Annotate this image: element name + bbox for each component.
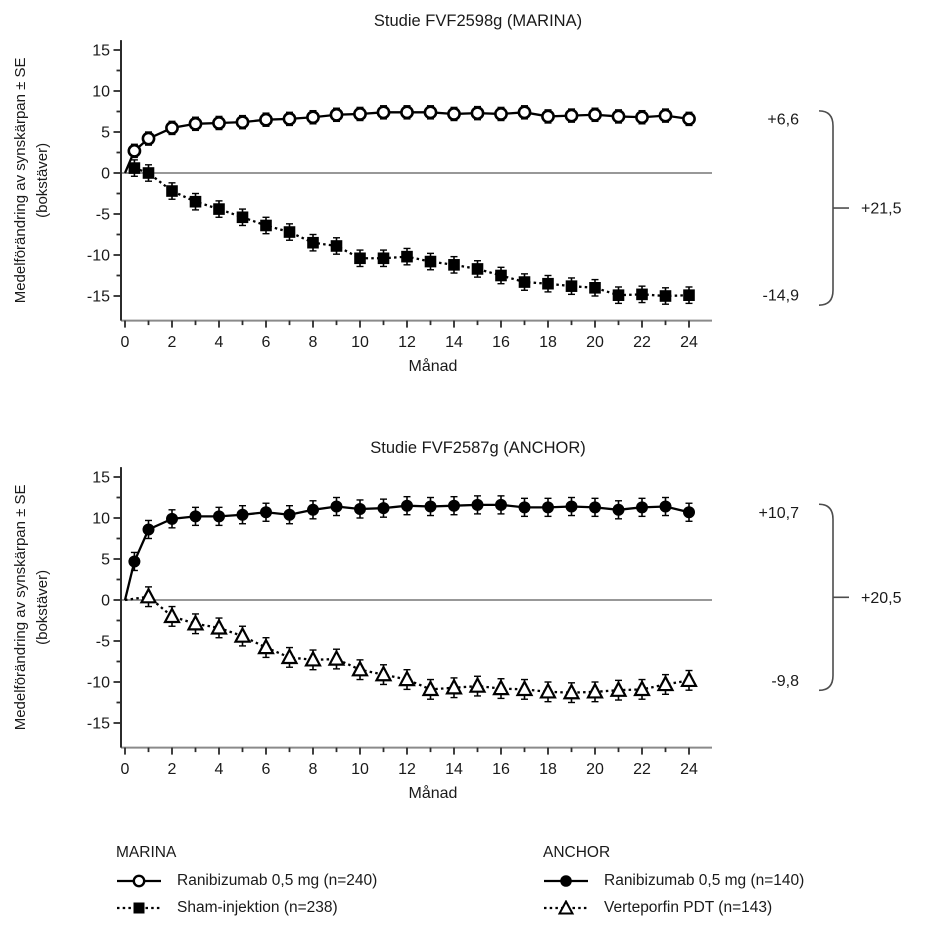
y-axis-label-line1: Medelförändring av synskärpan ± SE (12, 484, 29, 731)
data-point-open-circle (307, 112, 318, 123)
data-point-filled-square (237, 211, 249, 223)
data-point-open-circle (448, 108, 459, 119)
y-tick-label: 10 (92, 83, 110, 101)
data-point-filled-circle (143, 523, 155, 535)
data-point-filled-square (566, 280, 578, 292)
data-point-filled-circle (495, 499, 507, 511)
x-tick-label: 14 (445, 761, 463, 778)
x-tick-label: 24 (680, 334, 698, 351)
data-point-open-circle (425, 107, 436, 118)
data-point-filled-square (425, 256, 437, 268)
data-point-open-circle (589, 109, 600, 120)
x-tick-label: 16 (492, 334, 510, 351)
data-point-filled-square (613, 289, 625, 301)
data-point-open-circle (237, 117, 248, 128)
x-tick-label: 16 (492, 761, 510, 778)
data-point-filled-circle (354, 503, 366, 515)
data-point-open-triangle (400, 672, 414, 685)
data-point-open-circle (378, 107, 389, 118)
data-point-open-circle (284, 113, 295, 124)
annotation-difference-value: +20,5 (861, 589, 902, 607)
series-line-1 (134, 168, 689, 296)
x-axis-label: Månad (408, 785, 458, 802)
x-tick-label: 18 (539, 761, 557, 778)
x-tick-label: 12 (398, 334, 416, 351)
legend-group-anchor (543, 843, 804, 921)
data-point-open-triangle (142, 589, 156, 602)
data-point-filled-square (331, 240, 343, 252)
data-point-open-circle (472, 108, 483, 119)
data-point-filled-square (636, 289, 648, 301)
data-point-filled-circle (378, 502, 390, 514)
x-axis-label: Månad (408, 358, 458, 375)
x-tick-label: 0 (120, 334, 130, 351)
data-point-filled-square (354, 252, 366, 264)
x-tick-label: 20 (586, 334, 604, 351)
data-point-filled-circle (284, 509, 296, 521)
x-tick-label: 6 (261, 761, 271, 778)
anchor-chart (0, 427, 945, 827)
data-point-open-circle (519, 107, 530, 118)
y-axis-label-line1: Medelförändring av synskärpan ± SE (12, 57, 29, 304)
data-point-filled-circle (566, 501, 578, 513)
data-point-open-circle (566, 110, 577, 121)
y-axis-label-line2: (bokstäver) (34, 569, 51, 645)
data-point-open-circle (401, 107, 412, 118)
data-point-filled-square (589, 282, 601, 294)
data-point-filled-square (519, 276, 531, 288)
y-tick-label: 5 (101, 551, 110, 569)
legend-item-anchor-ranibizumab (543, 867, 804, 894)
annotation-bottom-value: -9,8 (771, 672, 799, 690)
data-point-open-triangle (306, 652, 320, 665)
data-point-filled-circle (542, 501, 554, 513)
x-tick-label: 8 (308, 334, 318, 351)
y-tick-label: 0 (101, 592, 110, 610)
y-tick-label: -5 (95, 206, 110, 224)
legend-title-marina: MARINA (116, 844, 177, 861)
legend-item-marina-sham (116, 894, 377, 921)
x-tick-label: 6 (261, 334, 271, 351)
y-tick-label: -5 (95, 633, 110, 651)
data-point-open-circle (613, 111, 624, 122)
data-point-filled-circle (636, 501, 648, 513)
data-point-open-triangle (259, 640, 273, 653)
annotation-top-value: +6,6 (767, 111, 799, 129)
data-point-filled-circle (589, 501, 601, 513)
bracket (819, 111, 833, 305)
y-tick-label: 15 (92, 469, 110, 487)
data-point-open-triangle (682, 673, 696, 686)
legend-open-circle (134, 875, 144, 885)
x-tick-label: 4 (214, 761, 224, 778)
data-point-filled-square (166, 185, 178, 197)
data-point-filled-circle (613, 504, 625, 516)
x-tick-label: 24 (680, 761, 698, 778)
x-tick-label: 18 (539, 334, 557, 351)
x-tick-label: 10 (351, 761, 369, 778)
data-point-open-triangle (471, 679, 485, 692)
annotation-difference-value: +21,5 (861, 200, 902, 218)
data-point-filled-square (495, 270, 507, 282)
data-point-open-triangle (353, 662, 367, 675)
data-point-filled-square (284, 226, 296, 238)
legend-group-marina (116, 843, 377, 921)
data-point-filled-square (143, 167, 155, 179)
data-point-open-triangle (330, 652, 344, 665)
y-tick-label: -15 (86, 288, 110, 306)
filled-square-dotted-line-icon (116, 900, 162, 916)
data-point-filled-square (472, 263, 484, 275)
x-tick-label: 0 (120, 761, 130, 778)
legend-label: Verteporfin PDT (n=143) (604, 898, 773, 916)
data-point-open-circle (660, 110, 671, 121)
data-point-open-triangle (189, 616, 203, 629)
y-tick-label: -10 (86, 247, 110, 265)
y-tick-label: 10 (92, 510, 110, 528)
x-tick-label: 10 (351, 334, 369, 351)
open-triangle-dotted-line-icon (543, 900, 589, 916)
legend-filled-circle (560, 875, 572, 887)
data-point-open-circle (683, 113, 694, 124)
data-point-filled-circle (519, 501, 531, 513)
data-point-open-circle (260, 114, 271, 125)
data-point-open-triangle (283, 650, 297, 663)
data-point-filled-square (542, 278, 554, 290)
data-point-filled-circle (331, 501, 343, 513)
legend-item-anchor-verteporfin (543, 894, 804, 921)
y-tick-label: -15 (86, 715, 110, 733)
data-point-open-triangle (541, 684, 555, 697)
data-point-filled-circle (213, 510, 225, 522)
x-tick-label: 2 (167, 761, 177, 778)
data-point-open-circle (354, 108, 365, 119)
data-point-open-circle (542, 111, 553, 122)
legend-item-marina-ranibizumab (116, 867, 377, 894)
x-tick-label: 22 (633, 334, 651, 351)
data-point-open-triangle (377, 667, 391, 680)
data-point-filled-square (401, 251, 413, 263)
data-point-open-circle (166, 122, 177, 133)
data-point-open-triangle (236, 629, 250, 642)
data-point-filled-square (683, 289, 695, 301)
chart-title: Studie FVF2587g (ANCHOR) (370, 439, 586, 457)
data-point-open-circle (129, 145, 140, 156)
data-point-filled-circle (401, 500, 413, 512)
data-point-filled-circle (448, 500, 460, 512)
legend-label: Ranibizumab 0,5 mg (n=240) (177, 871, 378, 889)
open-circle-solid-line-icon (116, 873, 162, 889)
data-point-filled-square (190, 196, 202, 208)
legend-title-anchor: ANCHOR (543, 844, 611, 861)
marina-chart (0, 0, 945, 400)
chart-title: Studie FVF2598g (MARINA) (373, 12, 583, 30)
data-point-filled-circle (260, 506, 272, 518)
legend-label: Ranibizumab 0,5 mg (n=140) (604, 871, 805, 889)
data-point-open-triangle (518, 682, 532, 695)
data-point-open-circle (190, 118, 201, 129)
data-point-filled-circle (128, 555, 140, 567)
data-point-filled-square (660, 290, 672, 302)
series-line-0 (125, 505, 689, 600)
y-axis-label-line2: (bokstäver) (34, 142, 51, 218)
y-tick-label: 5 (101, 124, 110, 142)
x-tick-label: 14 (445, 334, 463, 351)
data-point-open-circle (143, 133, 154, 144)
data-point-filled-circle (166, 513, 178, 525)
x-tick-label: 8 (308, 761, 318, 778)
bracket (819, 504, 833, 690)
y-tick-label: 15 (92, 42, 110, 60)
data-point-filled-circle (237, 509, 249, 521)
data-point-filled-circle (425, 501, 437, 513)
data-point-filled-circle (660, 501, 672, 513)
x-tick-label: 20 (586, 761, 604, 778)
data-point-filled-square (213, 203, 225, 215)
series-line-0 (125, 112, 689, 173)
data-point-open-triangle (659, 677, 673, 690)
legend-filled-square (134, 902, 145, 913)
x-tick-label: 2 (167, 334, 177, 351)
data-point-filled-circle (683, 506, 695, 518)
annotation-top-value: +10,7 (758, 504, 799, 522)
data-point-open-circle (331, 109, 342, 120)
data-point-filled-circle (190, 510, 202, 522)
data-point-filled-square (129, 162, 141, 174)
data-point-open-circle (213, 117, 224, 128)
data-point-filled-circle (472, 499, 484, 511)
x-tick-label: 12 (398, 761, 416, 778)
data-point-open-circle (636, 112, 647, 123)
data-point-filled-square (378, 252, 390, 264)
data-point-open-circle (495, 108, 506, 119)
legend-label: Sham-injektion (n=238) (177, 898, 338, 916)
data-point-filled-square (448, 259, 460, 271)
data-point-filled-square (260, 220, 272, 232)
data-point-filled-square (307, 237, 319, 249)
annotation-bottom-value: -14,9 (762, 287, 799, 305)
x-tick-label: 22 (633, 761, 651, 778)
y-tick-label: -10 (86, 674, 110, 692)
filled-circle-solid-line-icon (543, 873, 589, 889)
y-tick-label: 0 (101, 165, 110, 183)
x-tick-label: 4 (214, 334, 224, 351)
data-point-filled-circle (307, 504, 319, 516)
